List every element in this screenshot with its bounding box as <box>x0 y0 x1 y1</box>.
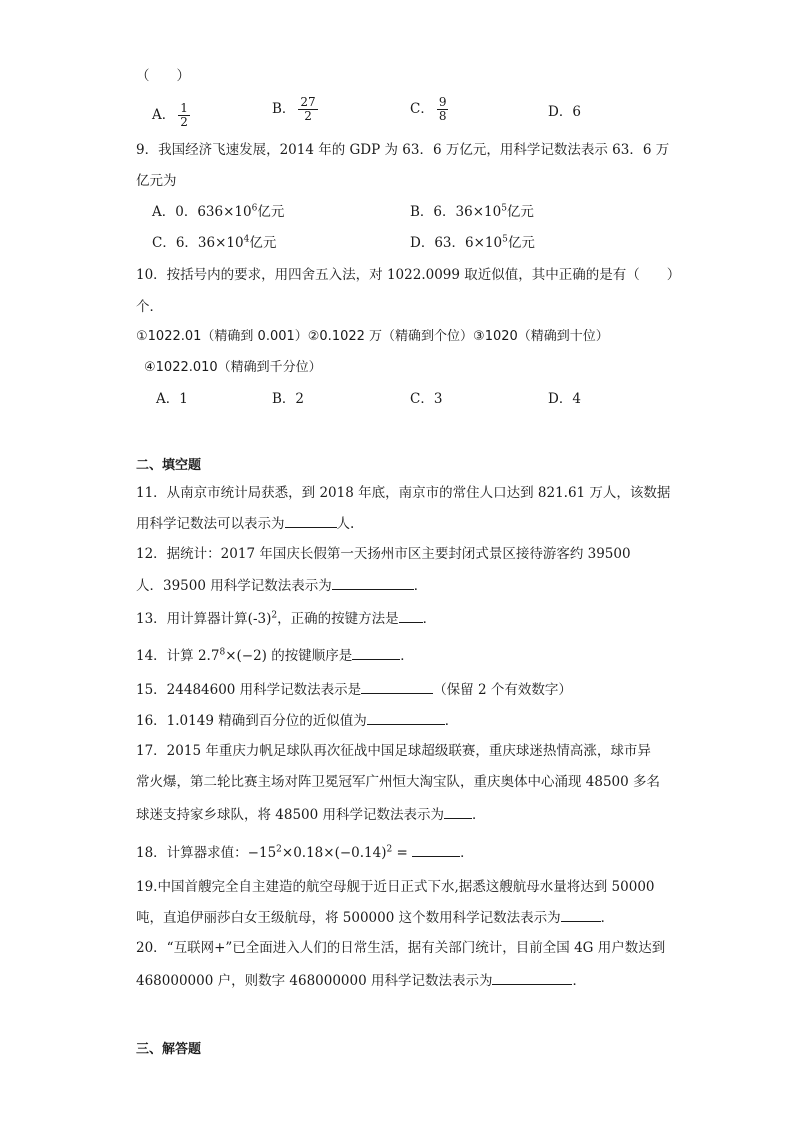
q16-answer-blank[interactable] <box>367 710 445 725</box>
numerator: 27 <box>300 95 316 109</box>
denominator: 2 <box>180 115 188 129</box>
exponent: 2 <box>271 610 278 621</box>
exponent: 5 <box>501 203 507 214</box>
q20-text: 468000000 户，则数字 468000000 用科学记数法表示为 <box>136 973 493 989</box>
exponent: 2 <box>276 844 282 855</box>
q20-line2 <box>136 970 586 991</box>
q20-text-end: ． <box>572 973 586 989</box>
q18-text: 18．计算器求值：−15 <box>136 845 277 861</box>
q15-text: 15．24484600 用科学记数法表示是 <box>136 682 362 698</box>
section-heading-solve: 三、解答题 <box>136 1042 202 1057</box>
q12-text: 人．39500 用科学记数法表示为 <box>136 578 332 594</box>
q13-text: 13．用计算器计算(-3) <box>136 611 272 627</box>
q18-answer-blank[interactable] <box>412 842 460 857</box>
unit: 亿元 <box>249 235 277 251</box>
q11-line1: 11．从南京市统计局获悉，到 2018 年底，南京市的常住人口达到 821.61 万人，该数据 <box>136 485 671 501</box>
label: B． <box>410 204 434 220</box>
q16-line <box>136 710 458 731</box>
value: 0．636×10 <box>175 204 252 220</box>
unit: 亿元 <box>257 204 285 220</box>
q16-text: 16．1.0149 精确到百分位的近似值为 <box>136 713 367 729</box>
q8-option-d-text: 6 <box>572 104 581 120</box>
q17-text: 球迷支持家乡球队，将 48500 用科学记数法表示为 <box>136 807 445 823</box>
q9-line1: 9．我国经济飞速发展，2014 年的 GDP 为 63．6 万亿元，用科学记数法表示 63．6 万 <box>136 142 670 158</box>
q19-text: 吨，直追伊丽莎白女王级航母，将 500000 这个数用科学记数法表示为 <box>136 910 561 926</box>
q19-answer-blank[interactable] <box>561 907 601 922</box>
q20-line1: 20．“互联网+”已全面进入人们的日常生活，据有关部门统计，目前全国 4G 用户数达到 <box>136 940 666 956</box>
value: 6．36×10 <box>175 235 244 251</box>
q19-line2 <box>136 907 614 928</box>
unit: 亿元 <box>507 235 535 251</box>
label: A． <box>152 204 176 220</box>
q12-line2 <box>136 575 427 596</box>
q8-option-c <box>410 96 448 123</box>
denominator: 8 <box>438 109 447 123</box>
q17-line1: 17．2015 年重庆力帆足球队再次征战中国足球超级联赛，重庆球迷热情高涨，球市异 <box>136 743 651 759</box>
q8-paren: （ ） <box>136 68 190 84</box>
q8-option-d-label: D． <box>548 104 573 120</box>
q13-line <box>136 608 436 629</box>
q14-line <box>136 645 414 666</box>
q10-line3: ①1022.01（精确到 0.001）②0.1022 万（精确到个位）③1020（精确到十位） <box>136 329 609 344</box>
q14-text-mid: ×(−2) 的按键顺序是 <box>225 648 353 664</box>
value: 63．6×10 <box>434 235 503 251</box>
q18-equals: = <box>392 845 413 861</box>
q14-answer-blank[interactable] <box>352 645 400 660</box>
q16-text-end: ． <box>444 713 459 729</box>
unit: 亿元 <box>506 204 534 220</box>
q10-line4: ④1022.010（精确到千分位） <box>144 360 322 375</box>
q18-text-end: ． <box>460 845 474 861</box>
numerator: 1 <box>180 101 188 115</box>
q18-text-mid: ×0.18×(−0.14) <box>281 845 387 861</box>
q9-option-c <box>152 233 276 253</box>
exponent: 8 <box>219 647 226 658</box>
q20-answer-blank[interactable] <box>492 970 572 985</box>
q9-option-d <box>410 233 535 253</box>
q9-option-a <box>152 202 284 222</box>
q8-option-a-fraction <box>178 102 190 129</box>
q14-text-end: ． <box>400 648 414 664</box>
exponent: 4 <box>243 234 250 245</box>
label: C． <box>152 235 176 251</box>
q15-answer-blank[interactable] <box>361 679 433 694</box>
q11-answer-blank[interactable] <box>285 513 337 528</box>
q10-option-d: D．4 <box>548 391 581 407</box>
q9-line2: 亿元为 <box>136 173 177 189</box>
numerator: 9 <box>438 95 447 109</box>
q12-line1: 12．据统计：2017 年国庆长假第一天扬州市区主要封闭式景区接待游客约 39500 <box>136 546 631 562</box>
q8-option-c-fraction <box>437 96 449 123</box>
q18-line <box>136 842 474 863</box>
q8-option-b <box>272 96 318 123</box>
q14-text: 14．计算 2.7 <box>136 648 220 664</box>
label: D． <box>410 235 435 251</box>
q17-line2: 常火爆，第二轮比赛主场对阵卫冕冠军广州恒大淘宝队，重庆奥体中心涌现 48500 多名 <box>136 774 661 790</box>
q19-line1: 19.中国首艘完全自主建造的航空母舰于近日正式下水,据悉这艘航母水量将达到 50000 <box>136 879 655 895</box>
q17-line3 <box>136 804 486 825</box>
q10-line1: 10．按括号内的要求，用四舍五入法，对 1022.0099 取近似值，其中正确的是有（ ） <box>136 267 681 283</box>
q19-text-end: ． <box>600 910 615 926</box>
q10-line2: 个． <box>136 299 163 315</box>
section-heading-fill-blank: 二、填空题 <box>136 458 202 473</box>
q12-text-end: ． <box>413 578 428 594</box>
q15-line <box>136 679 572 700</box>
exponent: 2 <box>386 844 393 855</box>
exponent: 5 <box>502 234 508 245</box>
q17-answer-blank[interactable] <box>444 804 472 819</box>
q10-option-c: C．3 <box>410 391 443 407</box>
q11-text-end: 人. <box>336 516 355 532</box>
q8-option-c-label: C． <box>410 101 434 117</box>
q11-text: 用科学记数法可以表示为 <box>136 516 285 532</box>
q10-option-a: A．1 <box>156 391 188 407</box>
q8-option-a-label: A． <box>152 107 176 123</box>
q10-option-b: B．2 <box>272 391 305 407</box>
q8-option-d <box>548 102 581 122</box>
q13-answer-blank[interactable] <box>399 608 423 623</box>
value: 6．36×10 <box>433 204 502 220</box>
q8-option-a <box>152 102 190 129</box>
q9-option-b <box>410 202 534 222</box>
q15-text-end: （保留 2 个有效数字） <box>433 682 572 698</box>
q11-line2 <box>136 513 354 534</box>
q13-text-end: ． <box>422 611 437 627</box>
q8-option-b-label: B． <box>272 101 296 117</box>
q12-answer-blank[interactable] <box>332 575 414 590</box>
q17-text-end: ． <box>472 807 486 823</box>
exponent: 6 <box>251 203 258 214</box>
q8-option-b-fraction <box>298 96 317 123</box>
q13-text-mid: ，正确的按键方法是 <box>277 611 399 627</box>
denominator: 2 <box>304 109 312 123</box>
